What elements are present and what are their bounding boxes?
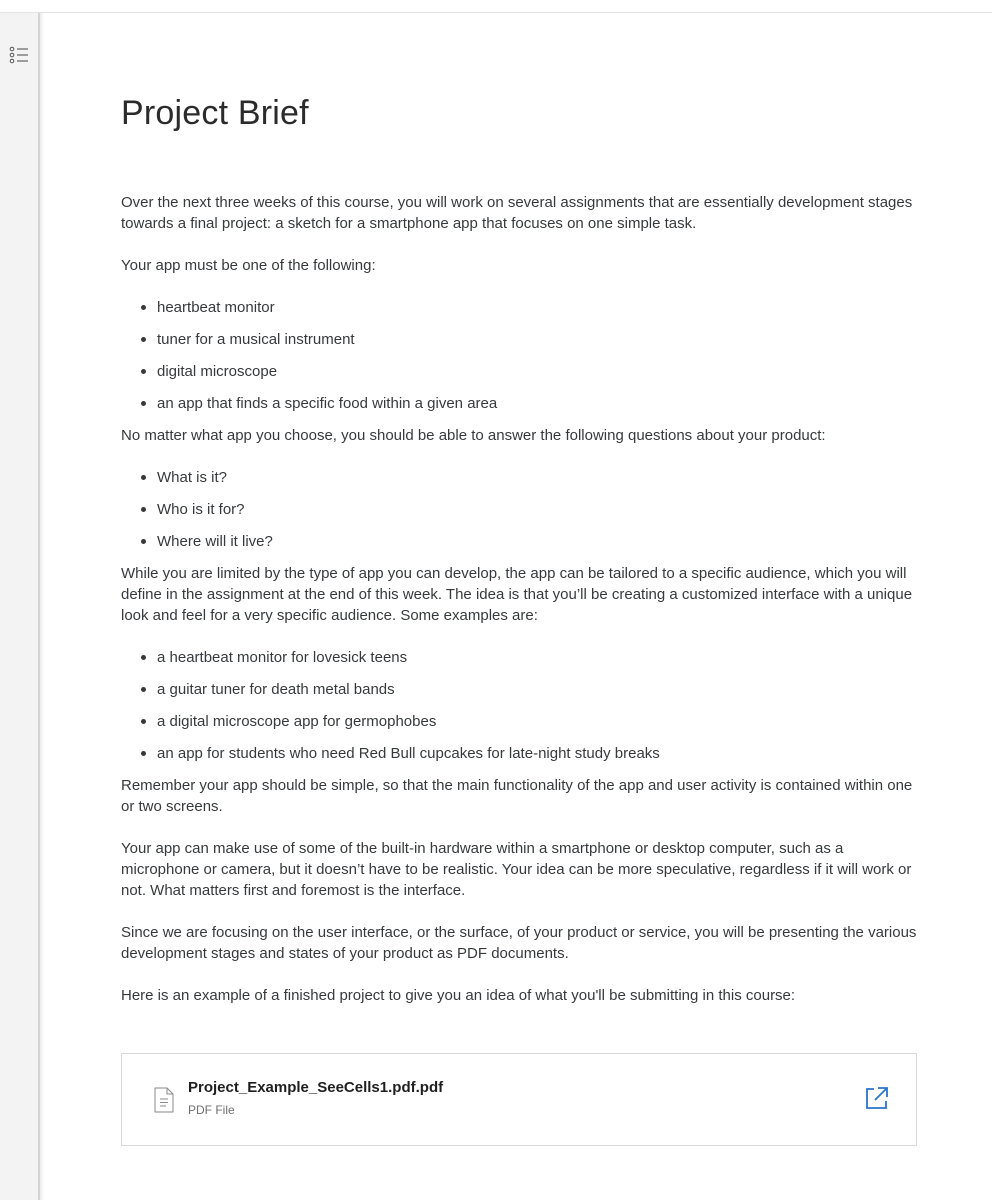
list-item: a heartbeat monitor for lovesick teens <box>157 647 921 668</box>
list-item: tuner for a musical instrument <box>157 329 921 350</box>
article-body <box>121 192 921 1006</box>
sidebar <box>0 13 40 1200</box>
app-options-list <box>121 297 921 414</box>
interface-paragraph: Since we are focusing on the user interface, or the surface, of your product or service, you will be presenting the various development stages and states of your product as PDF documents. <box>121 924 917 962</box>
questions-list <box>121 467 921 552</box>
attachment-file-type: PDF File <box>188 1103 235 1117</box>
external-link-icon <box>864 1085 890 1111</box>
top-divider <box>0 12 992 13</box>
example-paragraph: Here is an example of a finished project to give you an idea of what you'll be submitting in this course: <box>121 987 796 1004</box>
app-options-intro: Your app must be one of the following: <box>121 257 376 274</box>
list-item: a guitar tuner for death metal bands <box>157 679 921 700</box>
list-item: an app for students who need Red Bull cupcakes for late-night study breaks <box>157 743 921 764</box>
list-item: an app that finds a specific food within a given area <box>157 393 921 414</box>
page-title: Project Brief <box>121 94 309 132</box>
main-content <box>121 88 921 1027</box>
list-item: digital microscope <box>157 361 921 382</box>
list-item: What is it? <box>157 467 921 488</box>
simplicity-paragraph: Remember your app should be simple, so that the main functionality of the app and user activity is contained within one or two screens. <box>121 777 913 815</box>
intro-paragraph: Over the next three weeks of this course, you will work on several assignments that are essentially development stages towards a final project: a sketch for a smartphone app that focuses on one simple task. <box>121 194 913 232</box>
list-item: heartbeat monitor <box>157 297 921 318</box>
list-item: Where will it live? <box>157 531 921 552</box>
attachment-file-name[interactable]: Project_Example_SeeCells1.pdf.pdf <box>188 1079 444 1096</box>
open-in-new-window-button[interactable] <box>864 1085 890 1111</box>
hardware-paragraph: Your app can make use of some of the built-in hardware within a smartphone or desktop computer, such as a microphone or camera, but it doesn’t have to be realistic. Your idea can be more speculative, regardless if it will work or not. What matters first and foremost is the interface. <box>121 840 912 899</box>
questions-intro: No matter what app you choose, you should be able to answer the following questions about your product: <box>121 427 826 444</box>
list-icon <box>6 43 32 67</box>
attachment-card[interactable] <box>121 1053 917 1146</box>
sidebar-shadow <box>40 13 44 1200</box>
table-of-contents-toggle[interactable] <box>6 43 32 67</box>
examples-list <box>121 647 921 764</box>
list-item: a digital microscope app for germophobes <box>157 711 921 732</box>
audience-paragraph: While you are limited by the type of app you can develop, the app can be tailored to a specific audience, which you will define in the assignment at the end of this week. The idea is that you’ll be creating a customized interface with a unique look and feel for a very specific audience. Some examples are: <box>121 565 913 624</box>
document-icon <box>154 1087 174 1113</box>
list-item: Who is it for? <box>157 499 921 520</box>
